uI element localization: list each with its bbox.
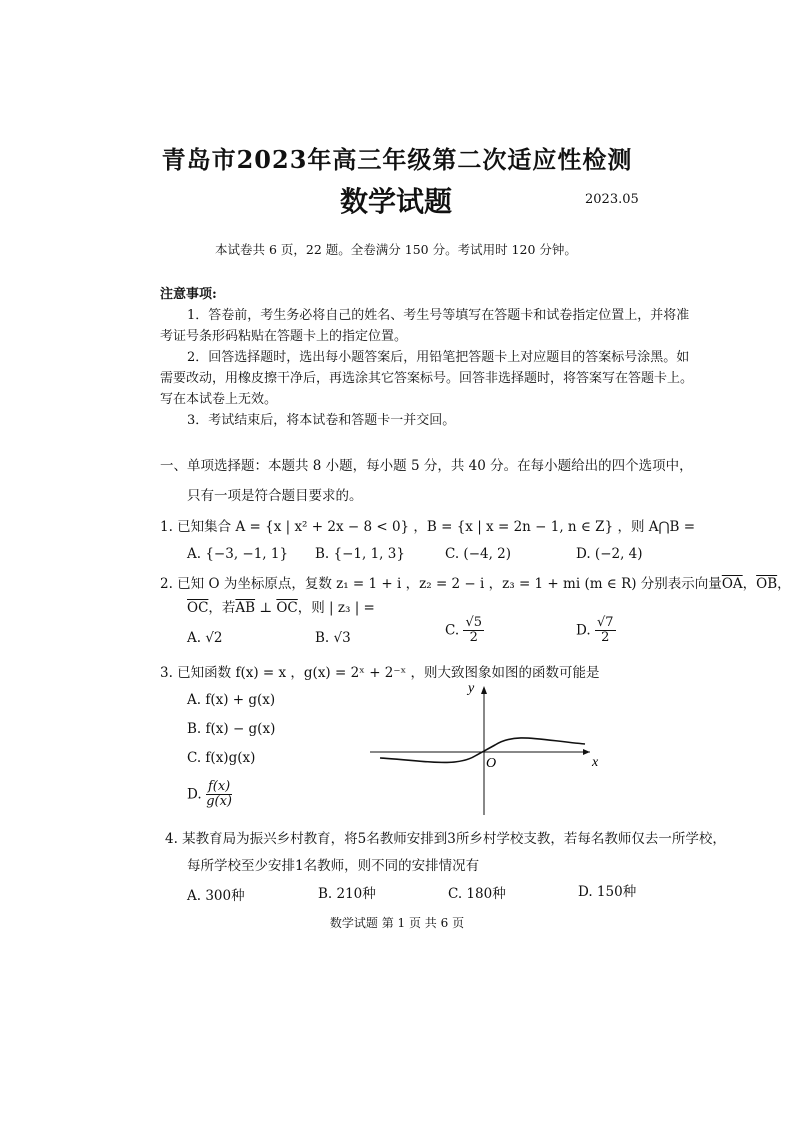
fraction-numerator: √5	[465, 615, 482, 630]
vector-oa: $\overline{OA}$	[721, 576, 743, 592]
q2-option-d-fraction	[595, 616, 616, 646]
q2-option-c-fraction	[463, 616, 484, 646]
vector-oc: $\overline{OC}$	[187, 600, 209, 616]
q2-perp: ⊥	[255, 600, 277, 616]
fraction-numerator: f(x)	[207, 779, 231, 794]
q4-option-a: A. 300种	[187, 888, 245, 904]
q3-option-b: B. f(x) − g(x)	[187, 721, 276, 737]
notice-heading: 注意事项:	[160, 287, 217, 302]
page-footer: 数学试题 第 1 页 共 6 页	[329, 916, 465, 930]
fraction-denominator: 2	[601, 630, 610, 646]
q2-stem-line-1	[160, 572, 791, 592]
q1-option-b: B. {−1, 1, 3}	[315, 546, 405, 562]
q2-tail: ，	[777, 576, 791, 592]
fraction-denominator: g(x)	[206, 794, 232, 810]
q4-option-c: C. 180种	[448, 886, 506, 902]
x-axis-arrow-icon	[583, 749, 590, 755]
notice-line-3: 2．回答选择题时，选出每小题答案后，用铅笔把答题卡上对应题目的答案标号涂黑。如	[187, 350, 690, 365]
graph-x-label: x	[592, 755, 599, 770]
y-axis-arrow-icon	[481, 686, 487, 694]
q4-option-d: D. 150种	[578, 884, 637, 900]
q3-option-a: A. f(x) + g(x)	[187, 692, 276, 708]
vector-oc-2: $\overline{OC}$	[276, 600, 298, 616]
notice-line-5: 写在本试卷上无效。	[160, 392, 278, 407]
q2-option-c	[445, 616, 484, 646]
q2-stem-b: ，若	[208, 600, 236, 616]
section1-heading-2: 只有一项是符合题目要求的。	[187, 488, 363, 504]
q2-option-c-label: C.	[445, 622, 460, 639]
q3-option-c: C. f(x)g(x)	[187, 750, 256, 766]
notice-line-6: 3．考试结束后，将本试卷和答题卡一并交回。	[187, 413, 456, 428]
q2-option-d-label: D.	[576, 622, 591, 639]
graph-y-label: y	[468, 681, 475, 696]
graph-origin-label: O	[486, 756, 497, 771]
q2-stem-a: 2. 已知 O 为坐标原点，复数 z₁ = 1 + i ，z₂ = 2 − i ，z₃ = 1 + mi (m ∈ R) 分别表示向量	[160, 576, 722, 592]
q2-option-d	[576, 616, 616, 646]
q4-stem-line-2: 每所学校至少安排1名教师，则不同的安排情况有	[187, 858, 480, 874]
q3-option-d-fraction	[206, 780, 232, 810]
q2-stem-c: ，则 | z₃ | =	[297, 600, 375, 616]
q1-option-c: C. (−4, 2)	[445, 546, 512, 562]
exam-intro: 本试卷共 6 页，22 题。全卷满分 150 分。考试用时 120 分钟。	[215, 242, 577, 257]
q3-stem: 3. 已知函数 f(x) = x ，g(x) = 2ˣ + 2⁻ˣ ，则大致图象如图的函数可能是	[160, 665, 600, 681]
q1-option-d: D. (−2, 4)	[576, 546, 643, 562]
notice-line-1: 1．答卷前，考生务必将自己的姓名、考生号等填写在答题卡和试卷指定位置上，并将准	[187, 308, 690, 323]
notice-line-2: 考证号条形码粘贴在答题卡上的指定位置。	[160, 329, 408, 344]
q3-option-d	[187, 780, 232, 810]
q4-option-b: B. 210种	[318, 886, 376, 902]
exam-date: 2023.05	[585, 192, 639, 207]
fraction-denominator: 2	[469, 630, 478, 646]
function-graph	[360, 680, 610, 820]
function-curve	[380, 738, 585, 763]
section1-heading: 一、单项选择题：本题共 8 小题，每小题 5 分，共 40 分。在每小题给出的四个选项中，	[160, 458, 693, 474]
q2-option-a: A. √2	[187, 630, 223, 646]
q4-stem-line-1: 4. 某教育局为振兴乡村教育，将5名教师安排到3所乡村学校支教，若每名教师仅去一所学校，	[165, 831, 726, 847]
q2-stem-line-2	[187, 596, 375, 616]
q2-option-b: B. √3	[315, 630, 351, 646]
vector-ab: $\overline{AB}$	[235, 600, 256, 616]
q1-stem: 1. 已知集合 A = {x | x² + 2x − 8 < 0} ，B = {x | x = 2n − 1, n ∈ Z} ，则 A⋂B =	[160, 519, 696, 535]
fraction-numerator: √7	[596, 615, 614, 630]
notice-line-4: 需要改动，用橡皮擦干净后，再选涂其它答案标号。回答非选择题时，将答案写在答题卡上。	[160, 371, 694, 386]
exam-subtitle: 数学试题	[340, 185, 453, 218]
vector-ob: $\overline{OB}$	[756, 576, 778, 592]
q2-sep: ，	[742, 576, 757, 592]
exam-title: 青岛市2023年高三年级第二次适应性检测	[161, 145, 633, 174]
q1-option-a: A. {−3, −1, 1}	[187, 546, 289, 562]
q3-option-d-label: D.	[187, 786, 202, 803]
